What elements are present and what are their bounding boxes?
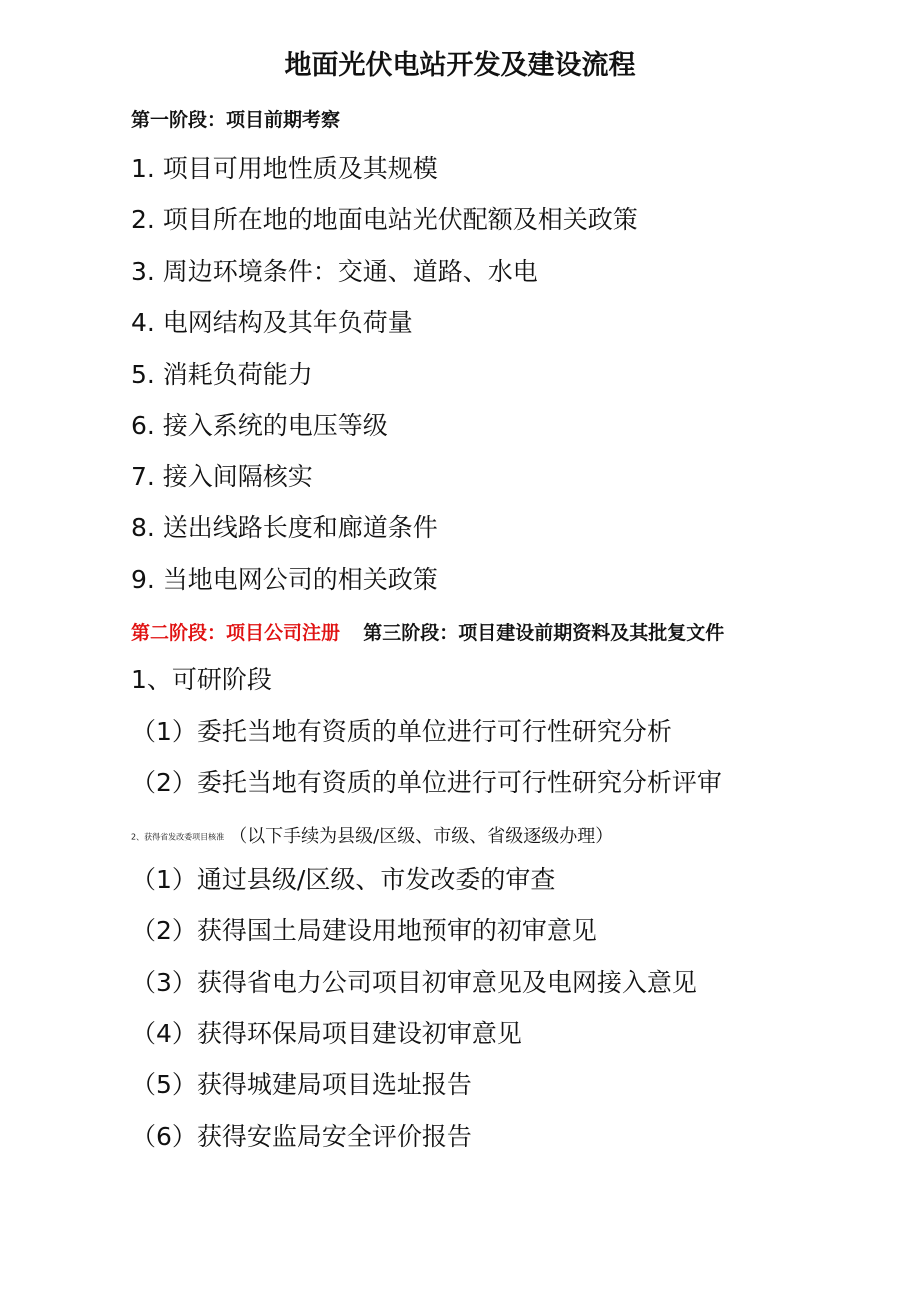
stage1-item-2: 2. 项目所在地的地面电站光伏配额及相关政策 <box>131 205 638 234</box>
stage2-heading: 第二阶段：项目公司注册 <box>131 622 341 644</box>
stage1-item-7: 7. 接入间隔核实 <box>131 462 313 491</box>
section1-label: 1、可研阶段 <box>131 665 272 694</box>
section1-item-2: （2）委托当地有资质的单位进行可行性研究分析评审 <box>131 768 722 797</box>
section2-item-1: （1）通过县级/区级、市发改委的审查 <box>131 865 556 894</box>
section1-item-1: （1）委托当地有资质的单位进行可行性研究分析 <box>131 717 672 746</box>
stage1-item-5: 5. 消耗负荷能力 <box>131 360 313 389</box>
section2-item-6: （6）获得安监局安全评价报告 <box>131 1122 472 1151</box>
section2-item-5: （5）获得城建局项目选址报告 <box>131 1070 472 1099</box>
stage1-item-3: 3. 周边环境条件：交通、道路、水电 <box>131 257 538 286</box>
section2-item-3: （3）获得省电力公司项目初审意见及电网接入意见 <box>131 968 697 997</box>
stage1-item-6: 6. 接入系统的电压等级 <box>131 411 388 440</box>
stage1-heading: 第一阶段：项目前期考察 <box>131 109 341 131</box>
stage1-item-8: 8. 送出线路长度和廊道条件 <box>131 513 438 542</box>
section2-label <box>131 825 613 850</box>
page-title: 地面光伏电站开发及建设流程 <box>284 50 636 81</box>
section2-label-note: （以下手续为县级/区级、市级、省级逐级办理） <box>229 826 614 847</box>
section2-item-4: （4）获得环保局项目建设初审意见 <box>131 1019 522 1048</box>
stage3-heading: 第三阶段：项目建设前期资料及其批复文件 <box>363 622 725 644</box>
stage2-stage3-heading-row <box>131 619 724 647</box>
section2-label-small: 2、获得省发改委项目核准 <box>131 832 225 842</box>
stage1-item-4: 4. 电网结构及其年负荷量 <box>131 308 413 337</box>
stage1-item-1: 1. 项目可用地性质及其规模 <box>131 154 438 183</box>
section2-item-2: （2）获得国土局建设用地预审的初审意见 <box>131 916 597 945</box>
stage1-item-9: 9. 当地电网公司的相关政策 <box>131 565 438 594</box>
